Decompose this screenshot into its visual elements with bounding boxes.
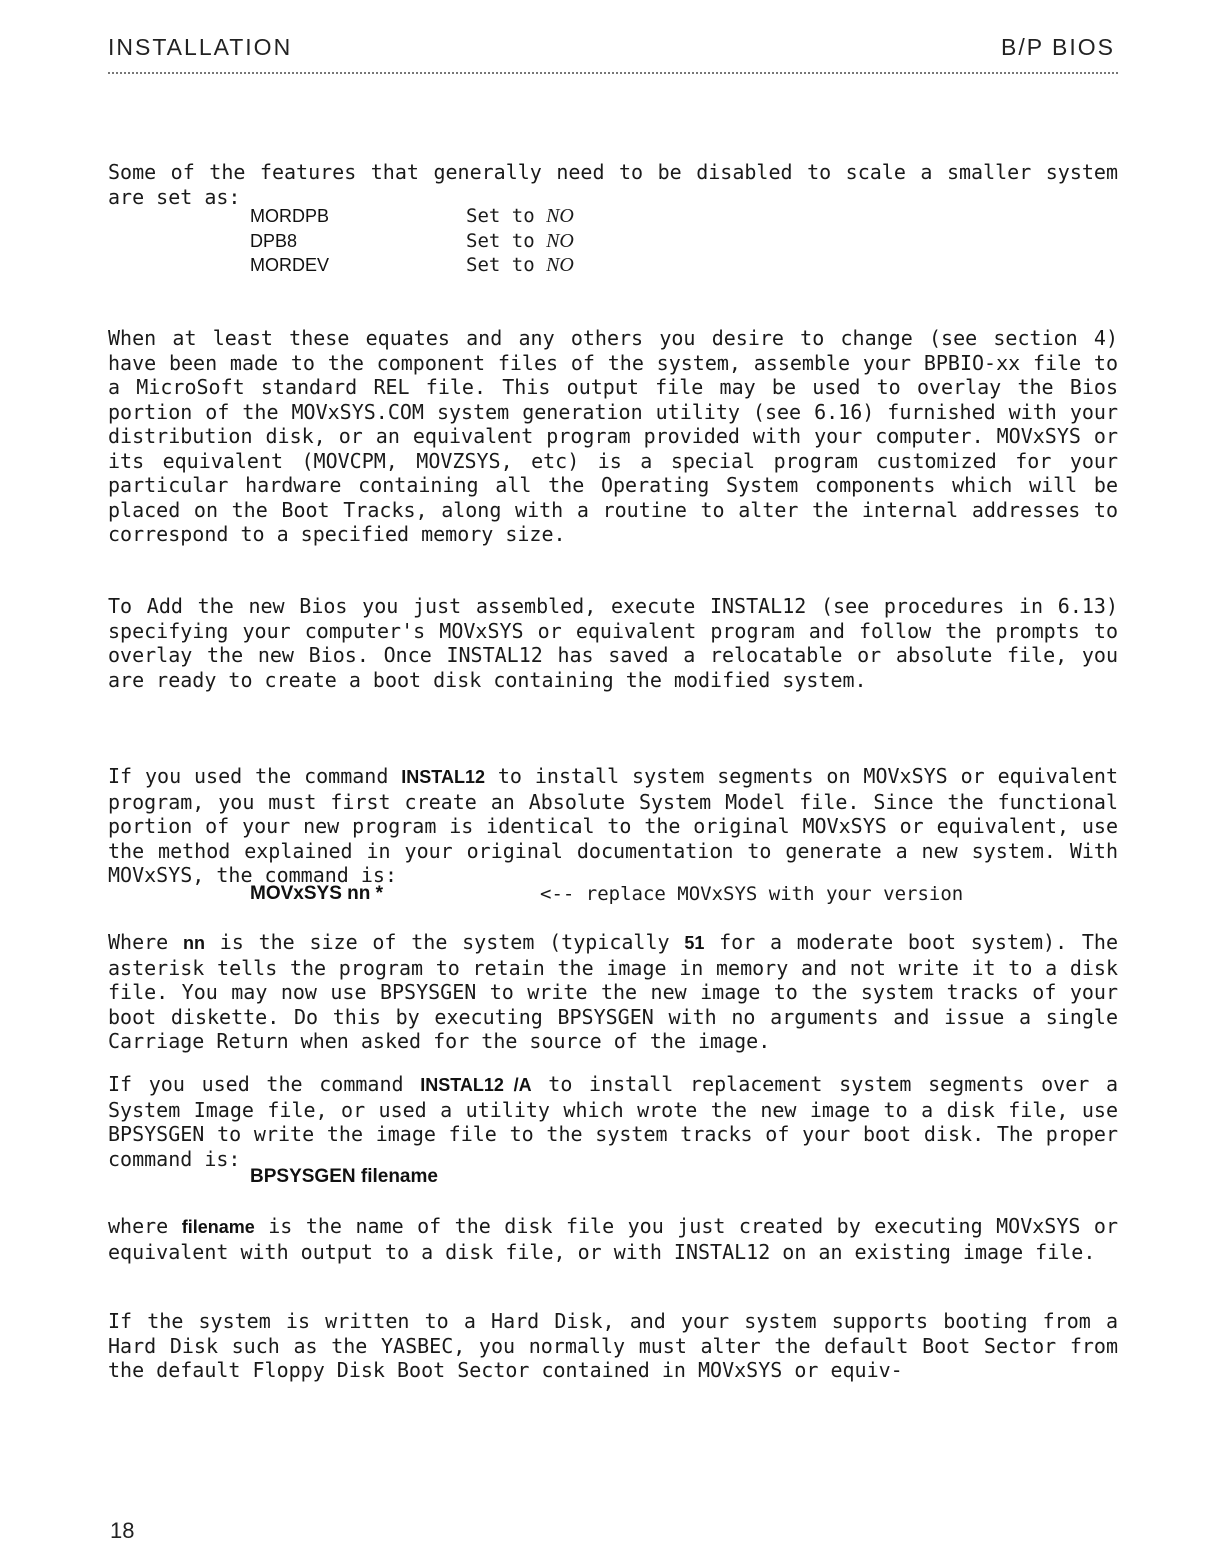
movxsys-comment: <-- replace MOVxSYS with your version xyxy=(540,883,964,905)
text-run: to install replacement system segments over a System Image file, or used a utility which wrote the new image to a disk file, use BPSYSGEN to write the image file to the system tracks of your boot disk. The proper command is: xyxy=(108,1072,1119,1171)
hard-disk-paragraph: If the system is written to a Hard Disk, and your system supports booting from a Hard Disk such as the YASBEC, you normally must alter the default Boot Sector from the default Floppy Disk Boot Sector contained in MOVxSYS or equiv- xyxy=(108,1309,1118,1382)
movxsys-command: MOVxSYS nn * xyxy=(250,883,384,904)
running-header-section: B/P BIOS xyxy=(1000,34,1115,60)
setting-value xyxy=(466,229,574,254)
setting-prefix: Set to xyxy=(466,254,535,276)
intro-paragraph: Some of the features that generally need to be disabled to scale a smaller system are set as: xyxy=(108,160,1118,209)
page-number: 18 xyxy=(110,1518,135,1543)
setting-prefix: Set to xyxy=(466,205,535,227)
text-run: If you used the command xyxy=(108,764,389,788)
setting-name: MORDEV xyxy=(250,255,330,275)
setting-flag: NO xyxy=(546,254,574,276)
setting-prefix: Set to xyxy=(466,229,535,252)
setting-value xyxy=(466,204,574,229)
command-name: INSTAL12 xyxy=(401,767,485,787)
setting-flag: NO xyxy=(546,229,574,252)
text-run: for a moderate boot system). The asterisk tells the program to retain the image in memory and not write it to a disk file. You may now use BPSYSGEN to write the new image to the system tracks of your boot diskette. Do this by executing BPSYSGEN with no arguments and issue a single Carriage Return when asked for the source of the image. xyxy=(108,930,1119,1053)
text-run: is the name of the disk file you just created by executing MOVxSYS or equivalent with output to a disk file, or with INSTAL12 on an existing image file. xyxy=(108,1214,1118,1264)
setting-name: DPB8 xyxy=(250,230,298,251)
text-run: to install system segments on MOVxSYS or equivalent program, you must first create an Absolute System Model file. Since the functional portion of your new program is identical to the original MOVxSYS or equivalent, use the method explained in your original documentation to generate a new system. With MOVxSYS, the command is: xyxy=(108,764,1118,887)
replacement-paragraph xyxy=(108,1072,1118,1171)
install-segments-paragraph xyxy=(108,764,1118,888)
text-run: is the size of the system (typically xyxy=(219,930,670,954)
setting-value xyxy=(466,253,574,278)
setting-name: MORDPB xyxy=(250,206,330,226)
running-header-title: INSTALLATION xyxy=(108,34,293,60)
add-bios-paragraph: To Add the new Bios you just assembled, execute INSTAL12 (see procedures in 6.13) specifying your computer's MOVxSYS or equivalent program and follow the prompts to overlay the new Bios. Once INSTAL12 has saved a relocatable or absolute file, you are ready to create a boot disk containing the modified system. xyxy=(108,594,1118,692)
command-name: INSTAL12 /A xyxy=(420,1075,532,1095)
setting-flag: NO xyxy=(546,205,574,227)
filename-paragraph xyxy=(108,1214,1118,1264)
assemble-paragraph: When at least these equates and any others you desire to change (see section 4) have been made to the component files of the system, assemble your BPBIO-xx file to a MicroSoft standard REL file. This output file may be used to overlay the Bios portion of the MOVxSYS.COM system generation utility (see 6.16) furnished with your distribution disk, or an equivalent program provided with your computer. MOVxSYS or its equivalent (MOVCPM, MOVZSYS, etc) is a special program customized for your particular hardware containing all the Operating System components which will be placed on the Boot Tracks, along with a routine to alter the internal addresses to correspond to a specified memory size. xyxy=(108,326,1118,546)
typical-size: 51 xyxy=(684,933,705,953)
text-run: If you used the command xyxy=(108,1072,404,1096)
text-run: where xyxy=(108,1214,169,1238)
text-run: Where xyxy=(108,930,169,954)
bpsysgen-command: BPSYSGEN filename xyxy=(250,1166,438,1187)
size-explanation-paragraph xyxy=(108,930,1118,1054)
param-nn: nn xyxy=(182,933,205,953)
param-filename: filename xyxy=(181,1217,255,1237)
header-rule xyxy=(108,72,1118,74)
